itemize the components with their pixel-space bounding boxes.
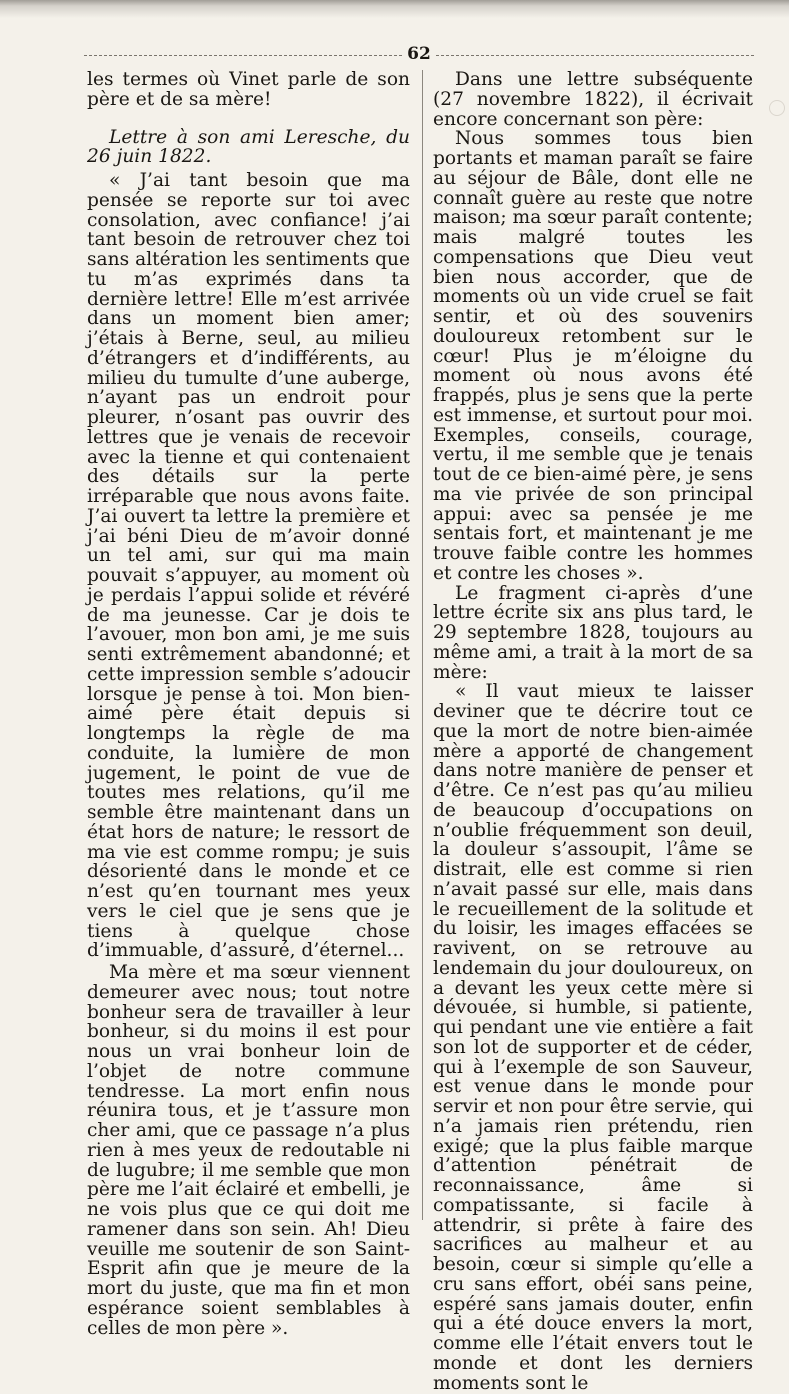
column-divider	[422, 70, 423, 1220]
letter-heading: Lettre à son ami Leresche, du 26 juin 1822.	[87, 126, 410, 168]
left-column	[87, 70, 410, 1338]
paragraph: Ma mère et ma sœur viennent demeurer avec nous; tout notre bonheur sera de travailler à leur bonheur, si du moins il est pour nous un vrai bonheur loin de l’objet de notre commune tendresse. La mort enfin nous réunira tous, et je t’assure mon cher ami, que ce passage n’a plus rien à mes yeux de redoutable ni de lugubre; il me semble que mon père me l’ait éclairé et embelli, je ne vois plus que ce qui doit me ramener dans son sein. Ah! Dieu veuille me soutenir de son Saint-Esprit afin que je meure de la mort du juste, que ma fin et mon espérance soient semblables à celles de mon père ».	[87, 962, 410, 1339]
paragraph: les termes où Vinet parle de son père et de sa mère!	[87, 69, 410, 110]
header-rule-left	[84, 55, 402, 56]
paragraph: Dans une lettre subséquente (27 novembre 1822), il écrivait encore concernant son père:	[433, 69, 753, 130]
paragraph: « Il vaut mieux te laisser deviner que te décrire tout ce que la mort de notre bien-aimée mère a apporté de changement dans notre manière de penser et d’être. Ce n’est pas qu’au milieu de beaucoup d’occupations on n’oublie fréquemment son deuil, la douleur s’assoupit, l’âme se distrait, elle est comme si rien n’avait passé sur elle, mais dans le recueillement de la solitude et du loisir, les images effacées se ravivent, on se retrouve au lendemain du jour douloureux, on a devant les yeux cette mère si dévouée, si humble, si patiente, qui pendant une vie entière a fait son lot de supporter et de céder, qui à l’exemple de son Sauveur, est venue dans le monde pour servir et non pour être servie, qui n’a jamais rien prétendu, rien exigé; que la plus faible marque d’attention pénétrait de reconnaissance, âme si compatissante, si facile à attendrir, si prête à faire des sacrifices au malheur et au besoin, cœur si simple qu’elle a cru sans effort, obéi sans peine, espéré sans jamais douter, enfin qui a été douce envers la mort, comme elle l’était envers tout le monde et dont les derniers moments sont le	[433, 681, 753, 1394]
paper-speck	[769, 100, 785, 116]
right-column	[433, 70, 753, 1393]
page-number: 62	[407, 44, 431, 64]
page-header	[84, 44, 754, 64]
paragraph: Nous sommes tous bien portants et maman paraît se faire au séjour de Bâle, dont elle ne connaît guère au reste que notre maison; ma sœur paraît contente; mais malgré toutes les compensations que Dieu veut bien nous accorder, que de moments où un vide cruel se fait sentir, et où des souvenirs douloureux retombent sur le cœur! Plus je m’éloigne du moment où nous avons été frappés, plus je sens que la perte est immense, et surtout pour moi. Exemples, conseils, courage, vertu, il me semble que je tenais tout de ce bien-aimé père, je sens ma vie privée de son principal appui: avec sa pensée je me sentais fort, et maintenant je me trouve faible contre les hommes et contre les choses ».	[433, 128, 753, 584]
scan-edge-shadow	[0, 0, 789, 22]
header-rule-right	[436, 55, 754, 56]
paragraph: « J’ai tant besoin que ma pensée se reporte sur toi avec consolation, avec confiance! j’ai tant besoin de retrouver chez toi sans altération les sentiments que tu m’as exprimés dans ta dernière lettre! Elle m’est arrivée dans un moment bien amer; j’étais à Berne, seul, au milieu d’étrangers et d’indifférents, au milieu du tumulte d’une auberge, n’ayant pas un endroit pour pleurer, n’osant pas ouvrir des lettres que je venais de recevoir avec la tienne et qui contenaient des détails sur la perte irréparable que nous avons faite. J’ai ouvert ta lettre la première et j’ai béni Dieu de m’avoir donné un tel ami, sur qui ma main pouvait s’appuyer, au moment où je perdais l’appui solide et révéré de ma jeunesse. Car je dois te l’avouer, mon bon ami, je me suis senti extrêmement abandonné; et cette impression semble s’adoucir lorsque je pense à toi. Mon bien-aimé père était depuis si longtemps la règle de ma conduite, la lumière de mon jugement, le point de vue de toutes mes relations, qu’il me semble être maintenant dans un état hors de nature; le ressort de ma vie est comme rompu; je suis désorienté dans le monde et ce n’est qu’en tournant mes yeux vers le ciel que je sens que je tiens à quelque chose d’immuable, d’assuré, d’éternel...	[87, 170, 410, 962]
paragraph: Le fragment ci-après d’une lettre écrite six ans plus tard, le 29 septembre 1828, toujours au même ami, a trait à la mort de sa mère:	[433, 582, 753, 683]
